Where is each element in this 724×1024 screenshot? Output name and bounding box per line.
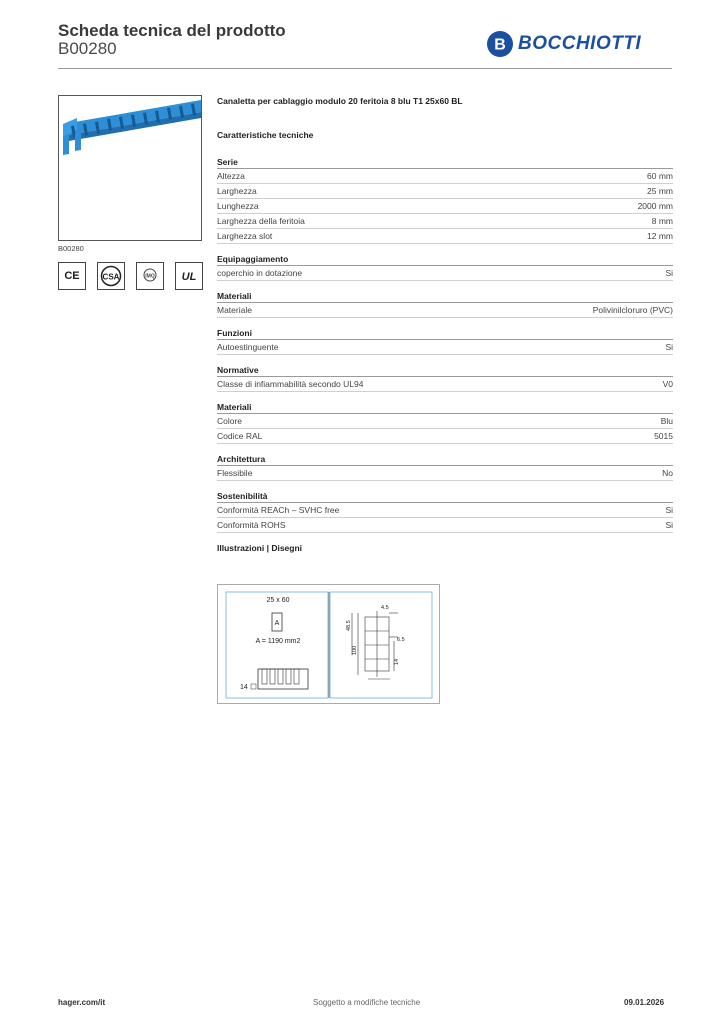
spec-section [217,453,673,481]
page-title: Scheda tecnica del prodotto [58,21,286,40]
svg-text:A: A [274,620,280,627]
spec-label: Codice RAL [217,431,263,441]
spec-label: Classe di infiammabilità secondo UL94 [217,379,364,389]
spec-value: 12 mm [647,231,673,241]
brand-logo [486,28,641,60]
product-code-heading: B00280 [58,39,117,58]
spec-value: Blu [660,416,673,426]
svg-text:6.5: 6.5 [397,637,405,643]
certification-marks [58,262,203,290]
spec-label: Larghezza della feritoia [217,216,305,226]
bocchiotti-logo-icon [486,30,514,58]
spec-value: Si [665,520,673,530]
spec-label: Conformità ROHS [217,520,286,530]
features-title: Caratteristiche tecniche [217,130,314,140]
spec-row [217,503,673,518]
csa-mark-icon [97,262,125,290]
photo-caption: B00280 [58,244,84,253]
footer-date: 09.01.2026 [624,998,665,1007]
svg-text:48.5: 48.5 [346,620,352,631]
spec-row [217,518,673,533]
spec-row [217,199,673,214]
svg-text:UL: UL [181,271,197,283]
spec-section-title: Materiali [217,401,673,414]
spec-section-title: Serie [217,156,673,169]
spec-label: Flessibile [217,468,253,478]
spec-value: No [662,468,673,478]
footer-disclaimer: Soggetto a modifiche tecniche [313,998,421,1007]
imq-mark-icon [136,262,164,290]
spec-label: Larghezza slot [217,231,273,241]
spec-value: 8 mm [651,216,673,226]
svg-text:14: 14 [394,658,400,665]
spec-section-title: Architettura [217,453,673,466]
footer-website[interactable]: hager.com/it [58,998,106,1007]
ce-mark-icon: CE [58,262,86,290]
spec-section-title: Equipaggiamento [217,253,673,266]
spec-section [217,253,673,281]
spec-row [217,429,673,444]
spec-section [217,401,673,444]
spec-section [217,156,673,244]
spec-row [217,414,673,429]
svg-text:B: B [494,36,506,54]
spec-value: Polivinilcloruro (PVC) [592,305,673,315]
spec-value: 60 mm [647,171,673,181]
spec-section-title: Normative [217,364,673,377]
spec-row [217,466,673,481]
spec-value: 25 mm [647,186,673,196]
header-divider [58,68,672,69]
technical-drawing [217,584,440,704]
svg-text:A = 1190 mm2: A = 1190 mm2 [255,638,301,645]
specifications-panel [217,96,673,553]
spec-value: Si [665,505,673,515]
spec-label: Lunghezza [217,201,259,211]
spec-label: Autoestinguente [217,342,279,352]
spec-row [217,266,673,281]
spec-row [217,377,673,392]
svg-text:CSA: CSA [102,272,120,282]
spec-section [217,327,673,355]
spec-row [217,214,673,229]
brand-name: BOCCHIOTTI [518,33,642,54]
spec-row [217,303,673,318]
spec-section-title: Funzioni [217,327,673,340]
spec-label: coperchio in dotazione [217,268,303,278]
spec-label: Altezza [217,171,245,181]
spec-value: 5015 [654,431,673,441]
spec-section [217,364,673,392]
product-photo [58,95,202,241]
spec-row [217,169,673,184]
spec-row [217,229,673,244]
spec-label: Conformità REACh – SVHC free [217,505,340,515]
spec-value: V0 [662,379,673,389]
ul-mark-icon [175,262,203,290]
svg-text:4.5: 4.5 [381,605,389,611]
spec-section-title: Sostenibilità [217,490,673,503]
spec-sections [217,156,673,533]
spec-row [217,184,673,199]
spec-section [217,290,673,318]
spec-row [217,340,673,355]
spec-label: Colore [217,416,243,426]
product-title: Canaletta per cablaggio modulo 20 feritoia 8 blu T1 25x60 BL [217,96,463,106]
spec-section [217,490,673,533]
spec-value: Si [665,342,673,352]
spec-value: Si [665,268,673,278]
svg-text:25 x 60: 25 x 60 [266,597,290,604]
spec-section-title: Materiali [217,290,673,303]
illustrations-title: Illustrazioni | Disegni [217,543,303,553]
svg-text:14: 14 [240,684,248,691]
svg-text:100: 100 [352,645,358,655]
svg-text:IMQ: IMQ [145,273,155,280]
spec-label: Larghezza [217,186,257,196]
spec-value: 2000 mm [637,201,673,211]
spec-label: Materiale [217,305,252,315]
